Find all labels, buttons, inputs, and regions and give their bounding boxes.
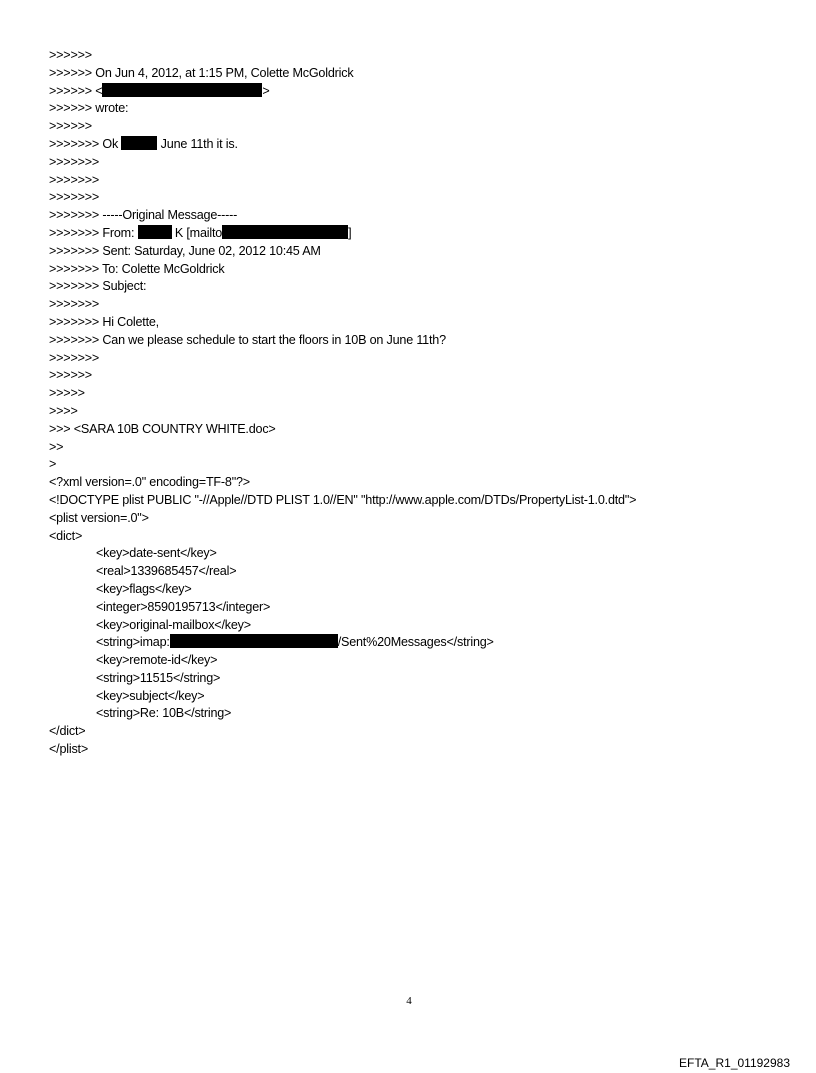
line-text: K [mailto [171,225,223,240]
line-text: >>>>>> < [49,83,103,98]
email-line: >>>> [49,403,78,418]
plist-line: </plist> [49,742,89,757]
email-line [49,136,789,154]
plist-line: </dict> [49,724,86,739]
line-text: June 11th it is. [157,136,238,151]
email-line: >>>>>> [49,48,92,62]
line-text: >>>>>>> Ok [49,136,122,151]
plist-line: <real>1339685457</real> [96,564,237,579]
page-number: 4 [406,995,412,1007]
line-text: > [262,83,270,98]
email-line: >>>>>>> [49,297,100,312]
email-line: >>>>>>> Subject: [49,279,147,294]
line-text: ] [348,225,352,240]
email-line: >>>>>>> Hi Colette, [49,314,159,329]
redaction-box [170,634,338,648]
email-line: >>>>>> wrote: [49,101,129,116]
plist-line: <string>Re: 10B</string> [96,706,232,721]
email-line: >>>>>>> [49,154,100,169]
bates-number: EFTA_R1_01192983 [679,1056,790,1070]
email-line: >>>>>> [49,368,92,383]
email-line: >>>>>> [49,119,92,134]
plist-line [49,634,789,652]
email-line: >>>>>>> [49,190,100,205]
redaction-box [121,136,157,150]
email-line [49,83,789,101]
email-line: >>>>>>> Can we please schedule to start the floors in 10B on June 11th? [49,332,446,347]
line-text: <string>imap: [96,635,170,650]
email-line: >>>>>>> [49,172,100,187]
plist-line: <key>flags</key> [96,581,192,596]
plist-line: <dict> [49,528,83,543]
email-line: >>>>>>> To: Colette McGoldrick [49,261,225,276]
email-line: >>>>>> On Jun 4, 2012, at 1:15 PM, Colette McGoldrick [49,65,354,80]
line-text: >>>>>>> From: [49,225,138,240]
plist-line: <plist version=.0"> [49,510,149,525]
email-line: >> [49,439,64,454]
email-line [49,225,789,243]
plist-line: <key>subject</key> [96,688,205,703]
email-line: >>>>>>> -----Original Message----- [49,208,238,223]
plist-line: <key>date-sent</key> [96,546,217,561]
redaction-box [102,83,262,97]
redaction-box [138,225,172,239]
line-text: /Sent%20Messages</string> [337,635,494,650]
email-line: >>> <SARA 10B COUNTRY WHITE.doc> [49,421,276,436]
plist-line: <string>11515</string> [96,670,221,685]
plist-line: <!DOCTYPE plist PUBLIC "-//Apple//DTD PLIST 1.0//EN" "http://www.apple.com/DTDs/PropertyList-1.0.dtd"> [49,492,637,507]
plist-line: <key>remote-id</key> [96,653,218,668]
email-line: >>>>>>> [49,350,100,365]
redaction-box [222,225,348,239]
email-line: >>>>>>> Sent: Saturday, June 02, 2012 10:45 AM [49,243,321,258]
email-line: > [49,457,57,472]
email-line: >>>>> [49,386,85,401]
plist-line: <key>original-mailbox</key> [96,617,251,632]
plist-line: <?xml version=.0" encoding=TF-8"?> [49,475,250,490]
document-body [49,47,789,759]
plist-line: <integer>8590195713</integer> [96,599,271,614]
